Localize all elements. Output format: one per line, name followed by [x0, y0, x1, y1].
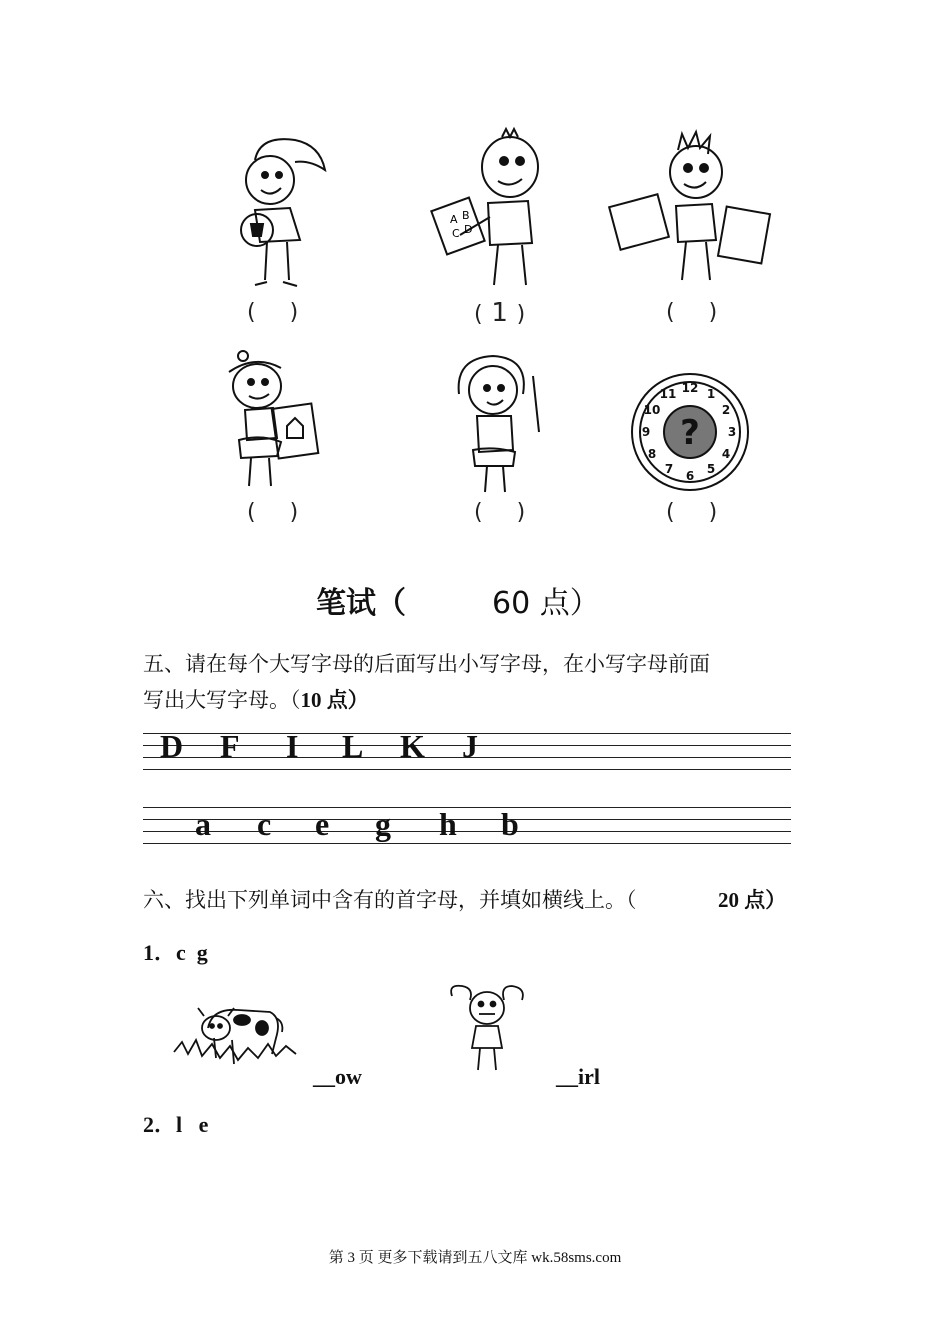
paren-left: ( [474, 302, 483, 327]
paren-left: ( [666, 500, 675, 525]
paren-right: ) [516, 302, 526, 327]
q5-instruction-text: 写出大写字母。（ [143, 688, 301, 712]
clock-number: 2 [721, 403, 731, 417]
uppercase-letter: D [160, 728, 184, 764]
paren-right: ) [289, 300, 299, 325]
written-test-label: 笔试（ [316, 586, 406, 621]
cow-illustration [172, 998, 302, 1078]
uppercase-letter: I [286, 728, 299, 764]
clock-number: 4 [721, 447, 731, 461]
paren-left: ( [247, 300, 256, 325]
girl-pigtails-illustration [448, 982, 526, 1078]
q6-item2-label: 2．l e [143, 1112, 209, 1137]
book-letter: A [450, 213, 458, 226]
girl-word-blank[interactable]: __irl [556, 1064, 600, 1089]
lowercase-letter: a [195, 806, 211, 842]
written-test-score: 60 点） [492, 586, 600, 621]
answer-paren-5 [474, 500, 525, 525]
paren-left: ( [247, 500, 256, 525]
clock-number: 9 [641, 425, 651, 439]
boy-football-illustration [225, 130, 335, 305]
clock-number: 12 [681, 381, 699, 395]
uppercase-letter: K [400, 728, 425, 764]
book-letter: C [452, 227, 460, 240]
uppercase-letter: F [220, 728, 240, 764]
q6-item1-label: 1．c g [143, 940, 208, 965]
page-footer: 第 3 页 更多下载请到五八文库 wk.58sms.com [328, 1250, 622, 1266]
lowercase-letter: c [257, 806, 272, 842]
clock-number: 6 [685, 469, 695, 483]
clock-number: 11 [659, 387, 677, 401]
q5-score: 10 点） [300, 688, 369, 712]
answer-paren-1 [247, 300, 298, 325]
written-test-title [316, 578, 406, 622]
q6-instruction: 六、找出下列单词中含有的首字母，并填如横线上。（ [143, 888, 637, 912]
clock-number: 3 [727, 425, 737, 439]
boy-abc-book-illustration [432, 125, 562, 305]
paren-left: ( [474, 500, 483, 525]
clock-number: 5 [706, 462, 716, 476]
girl-flute-illustration [445, 350, 555, 500]
clock-illustration [630, 372, 750, 492]
paren-right: ) [708, 500, 718, 525]
boy-two-books-illustration [608, 130, 778, 305]
paren-left: ( [666, 300, 675, 325]
q5-instruction-line2 [143, 684, 369, 714]
lowercase-letter: h [439, 806, 457, 842]
paren-right: ) [708, 300, 718, 325]
clock-number: 10 [643, 403, 661, 417]
q5-instruction-line1: 五、请在每个大写字母的后面写出小写字母，在小写字母前面 [143, 652, 710, 676]
lowercase-letters [195, 806, 595, 846]
answer-blank[interactable]: 1 [491, 298, 508, 328]
answer-paren-6 [666, 500, 717, 525]
q6-score: 20 点） [718, 888, 787, 912]
girl-drawing-illustration [215, 348, 325, 498]
book-letter: B [462, 209, 470, 222]
answer-paren-4 [247, 500, 298, 525]
lowercase-letter: b [501, 806, 519, 842]
cow-word-blank[interactable]: __ow [313, 1064, 362, 1089]
uppercase-letter: L [342, 728, 364, 764]
clock-question-mark: ? [680, 413, 700, 453]
paren-right: ) [516, 500, 526, 525]
answer-paren-3 [666, 300, 717, 325]
answer-paren-2 [474, 298, 525, 328]
lowercase-letter: e [315, 806, 330, 842]
lowercase-letter: g [375, 806, 391, 842]
clock-number: 8 [647, 447, 657, 461]
clock-number: 7 [664, 462, 674, 476]
paren-right: ) [289, 500, 299, 525]
uppercase-letters [160, 728, 560, 768]
clock-number: 1 [706, 387, 716, 401]
book-letter: D [464, 223, 473, 236]
uppercase-letter: J [462, 728, 478, 764]
